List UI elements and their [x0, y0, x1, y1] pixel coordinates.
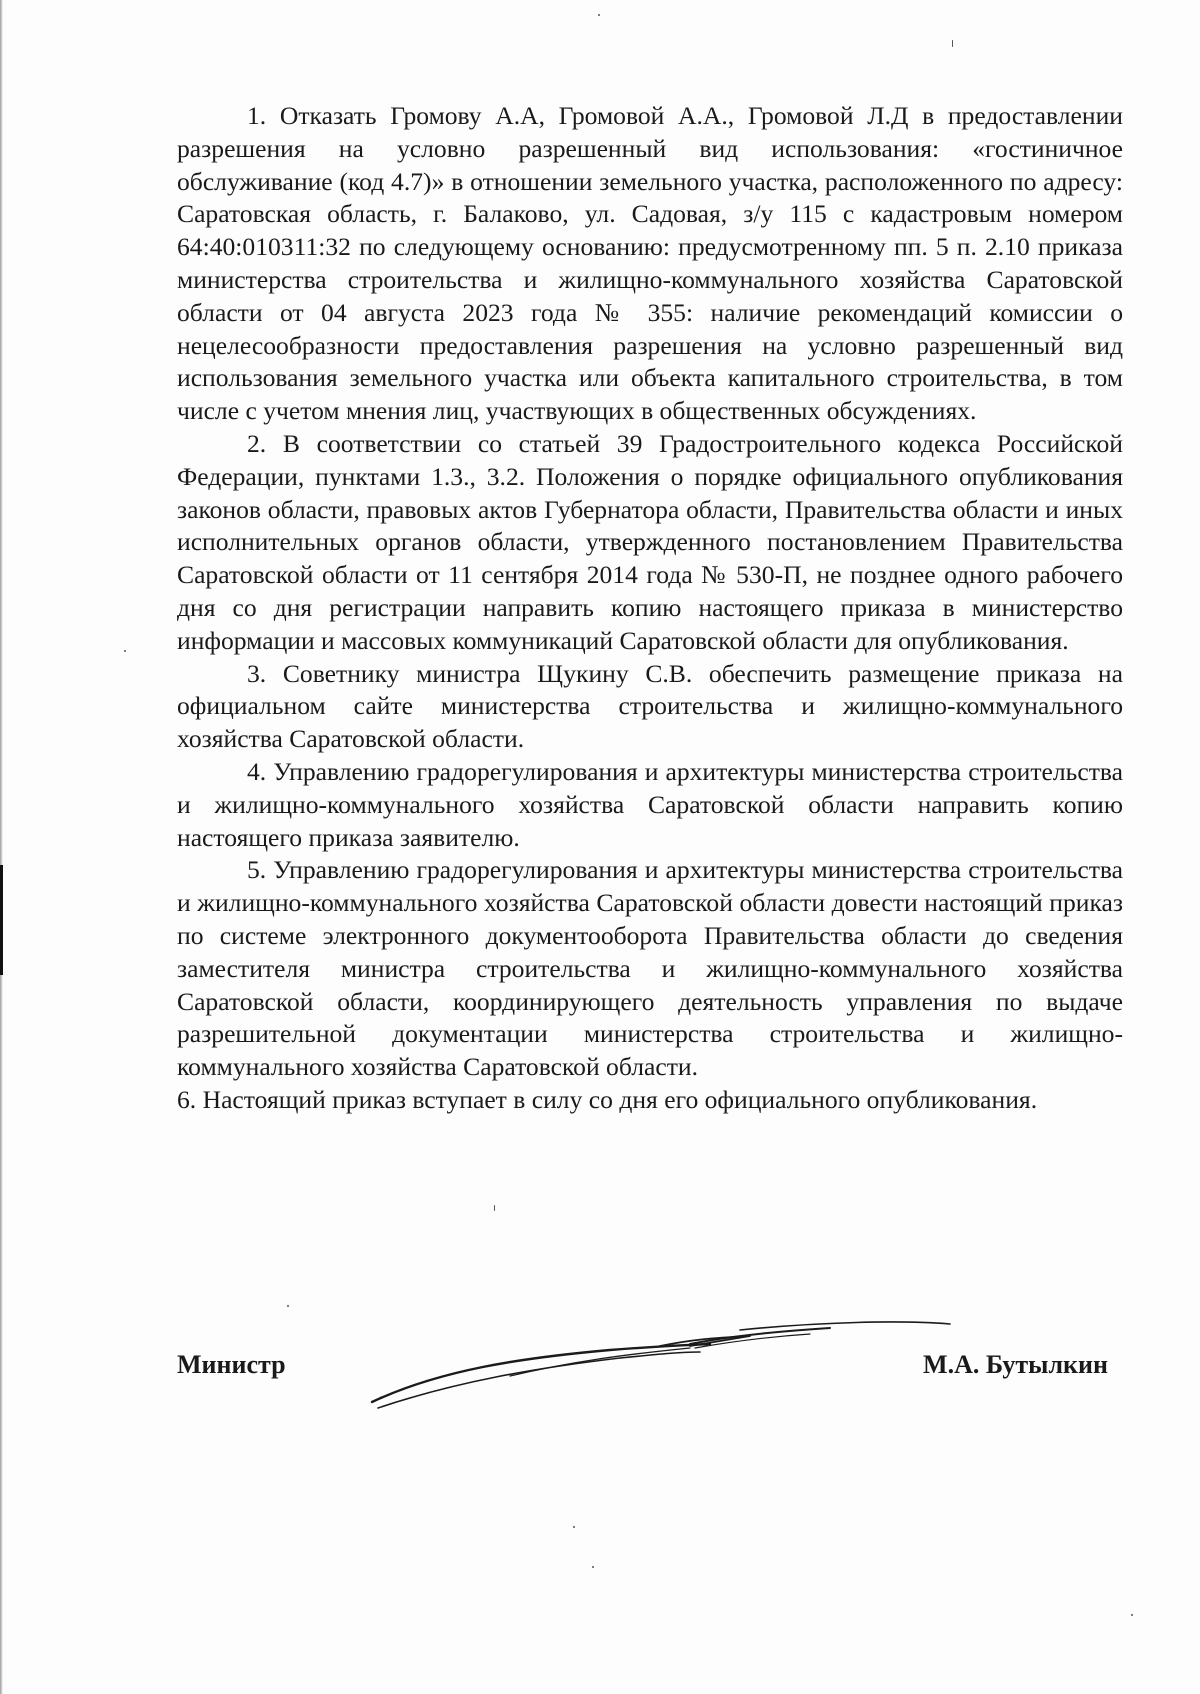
- scan-speck: [494, 1205, 495, 1211]
- scan-speck: [592, 1566, 594, 1568]
- scan-edge-mark: [0, 865, 3, 975]
- scan-speck: [124, 650, 126, 652]
- paragraph-2: 2. В соответствии со статьей 39 Градостроительного кодекса Российской Федерации, пунктами 1.3., 3.2. Положения о порядке официального опубликования законов области, правовых актов Губернатора области, Правительства области и иных исполнительных органов области, утвержденного постановлением Правительства Саратовской области от 11 сентября 2014 года № 530-П, не позднее одного рабочего дня со дня регистрации направить копию настоящего приказа в министерство информации и массовых коммуникаций Саратовской области для опубликования.: [177, 428, 1123, 655]
- signature-block: [177, 1350, 1123, 1390]
- scan-speck: [952, 40, 953, 47]
- scan-speck: [287, 1305, 289, 1307]
- signatory-name: М.А. Бутылкин: [923, 1350, 1108, 1379]
- paragraph-3: 3. Советнику министра Щукину С.В. обеспечить размещение приказа на официальном сайте министерства строительства и жилищно-коммунального хозяйства Саратовской области.: [177, 658, 1123, 754]
- paragraph-5: 5. Управлению градорегулирования и архитектуры министерства строительства и жилищно-коммунального хозяйства Саратовской области довести настоящий приказ по системе электронного документооборота Правительства области до сведения заместителя министра строительства и жилищно-коммунального хозяйства Саратовской области, координирующего деятельность управления по выдаче разрешительной документации министерства строительства и жилищно-коммунального хозяйства Саратовской области.: [177, 855, 1123, 1082]
- scan-edge: [0, 0, 3, 1694]
- document-body: [177, 100, 1123, 1117]
- paragraph-6: 6. Настоящий приказ вступает в силу со дня его официального опубликования.: [177, 1084, 1038, 1114]
- signatory-title: Министр: [177, 1350, 286, 1379]
- scan-speck: [573, 1526, 575, 1528]
- paragraph-1: 1. Отказать Громову А.А, Громовой А.А., Громовой Л.Д в предоставлении разрешения на условно разрешенный вид использования: «гостиничное обслуживание (код 4.7)» в отношении земельного участка, расположенного по адресу: Саратовская область, г. Балаково, ул. Садовая, з/у 115 с кадастровым номером 64:40:010311:32 по следующему основанию: предусмотренному пп. 5 п. 2.10 приказа министерства строительства и жилищно-коммунального хозяйства Саратовской области от 04 августа 2023 года № 355: наличие рекомендаций комиссии о нецелесообразности предоставления разрешения на условно разрешенный вид использования земельного участка или объекта капитального строительства, в том числе с учетом мнения лиц, участвующих в общественных обсуждениях.: [177, 101, 1123, 426]
- scan-speck: [1131, 1614, 1133, 1616]
- paragraph-4: 4. Управлению градорегулирования и архитектуры министерства строительства и жилищно-коммунального хозяйства Саратовской области направить копию настоящего приказа заявителю.: [177, 756, 1123, 852]
- scan-speck: [598, 14, 600, 16]
